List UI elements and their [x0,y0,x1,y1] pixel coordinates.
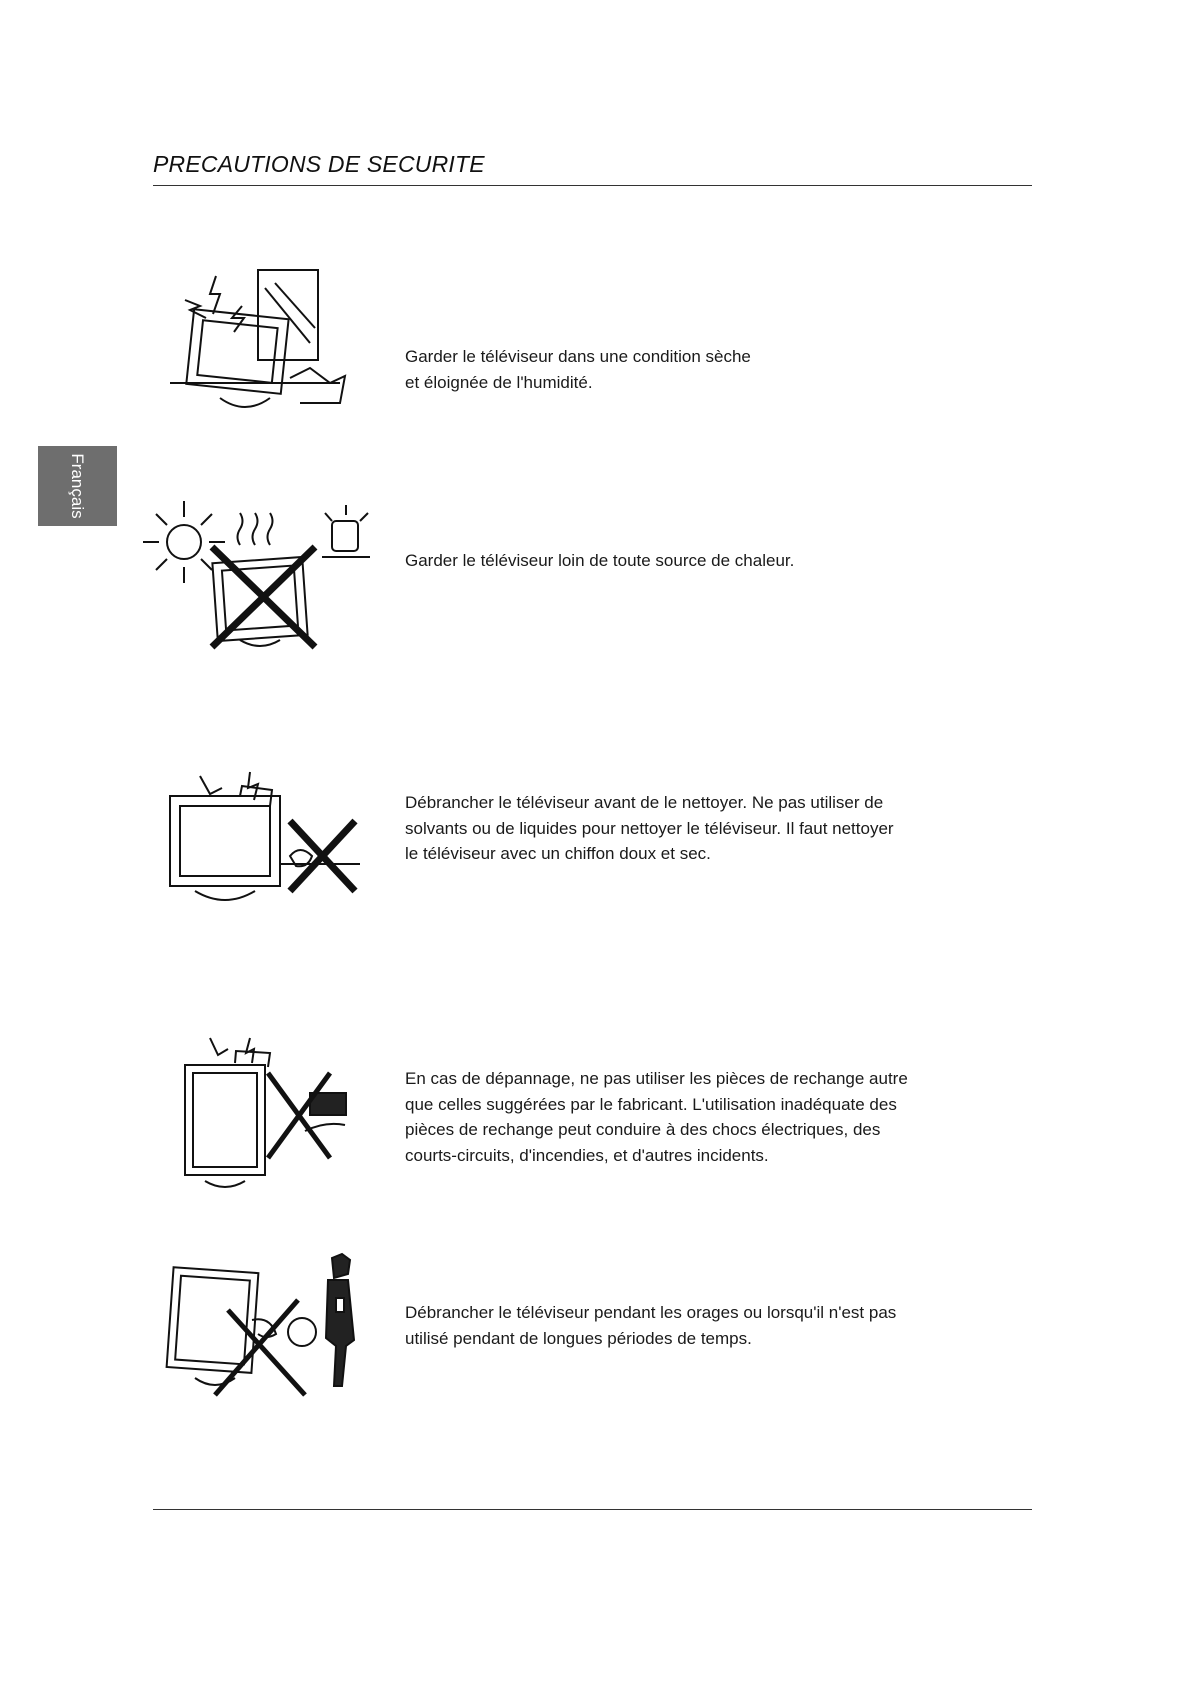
tv-replacement-parts-illustration [140,1033,380,1213]
language-side-tab [38,446,117,526]
tv-heat-source-illustration [140,495,380,675]
precaution-text-line: pièces de rechange peut conduire à des chocs électriques, des [405,1120,881,1139]
precaution-text-line: le téléviseur avec un chiffon doux et sec. [405,844,711,863]
precaution-text-line: utilisé pendant de longues périodes de temps. [405,1328,752,1348]
precaution-text-line: que celles suggérées par le fabricant. L'utilisation inadéquate des [405,1094,897,1114]
page-title: PRECAUTIONS DE SECURITE [153,151,485,177]
precaution-text-line: solvants ou de liquides pour nettoyer le téléviseur. Il faut nettoyer [405,818,894,838]
precaution-text-line: courts-circuits, d'incendies, et d'autres incidents. [405,1145,769,1165]
precaution-text-line: Débrancher le téléviseur avant de le nettoyer. Ne pas utiliser de [405,793,884,812]
precaution-text-line: Garder le téléviseur dans une condition sèche [405,347,751,366]
tv-humidity-illustration [140,258,380,438]
precaution-text-line: En cas de dépannage, ne pas utiliser les pièces de rechange autre [405,1069,908,1088]
precaution-text-line: Garder le téléviseur loin de toute source de chaleur. [405,551,795,570]
header-rule [153,185,1032,186]
tv-cleaning-illustration [140,766,380,946]
language-label: Français [68,453,87,519]
precaution-text-line: Débrancher le téléviseur pendant les orages ou lorsqu'il n'est pas [405,1303,897,1322]
precaution-text-line: et éloignée de l'humidité. [405,372,593,392]
tv-unplug-storm-illustration [140,1250,380,1430]
footer-rule [153,1509,1032,1510]
